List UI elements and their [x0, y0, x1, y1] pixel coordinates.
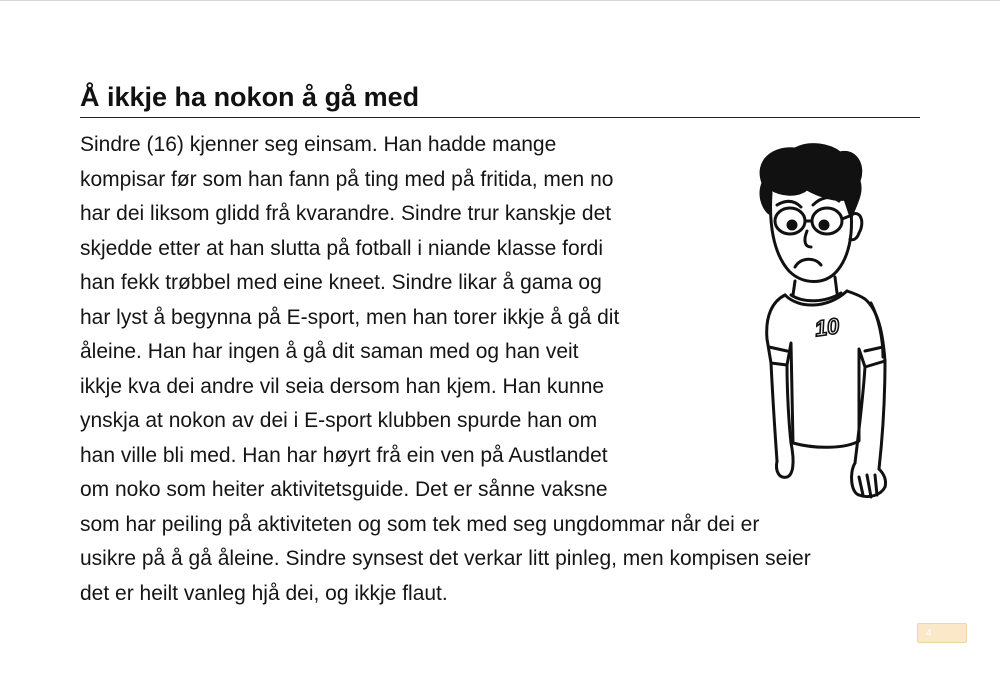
sad-boy-illustration	[755, 143, 905, 505]
frown	[795, 259, 821, 267]
body-line: skjedde etter at han slutta på fotball i niande klasse fordi	[80, 236, 603, 260]
body-line: Sindre (16) kjenner seg einsam. Han hadde mange	[80, 133, 557, 156]
body-line: han ville bli med. Han har høyrt frå ein ven på Austlandet	[80, 443, 608, 467]
page-number: 4	[917, 623, 967, 643]
body-line: det er heilt vanleg hjå dei, og ikkje flaut.	[80, 581, 448, 605]
body-line: som har peiling på aktiviteten og som tek med seg ungdommar når dei er	[80, 512, 760, 536]
body-line: kompisar før som han fann på ting med på fritida, men no	[80, 167, 614, 191]
body-line: usikre på å gå åleine. Sindre synsest det verkar litt pinleg, men kompisen seier	[80, 547, 811, 570]
hair	[761, 145, 861, 217]
body-line: har dei liksom glidd frå kvarandre. Sindre trur kanskje det	[80, 202, 612, 225]
body-line: han fekk trøbbel med eine kneet. Sindre likar å gama og	[80, 271, 602, 294]
face	[771, 193, 852, 282]
page-title: Å ikkje ha nokon å gå med	[80, 82, 420, 112]
body-line: ynskja at nokon av dei i E-sport klubben spurde han om	[80, 409, 598, 432]
jersey-number: 10	[813, 313, 841, 342]
body-line: har lyst å begynna på E-sport, men han torer ikkje å gå dit	[80, 305, 620, 329]
body-line: om noko som heiter aktivitetsguide. Det er sånne vaksne	[80, 478, 608, 501]
title-underline	[80, 117, 920, 118]
body-line: åleine. Han har ingen å gå dit saman med og han veit	[80, 340, 579, 363]
body-text	[80, 128, 811, 611]
body-line: ikkje kva dei andre vil seia dersom han kjem. Han kunne	[80, 374, 605, 398]
